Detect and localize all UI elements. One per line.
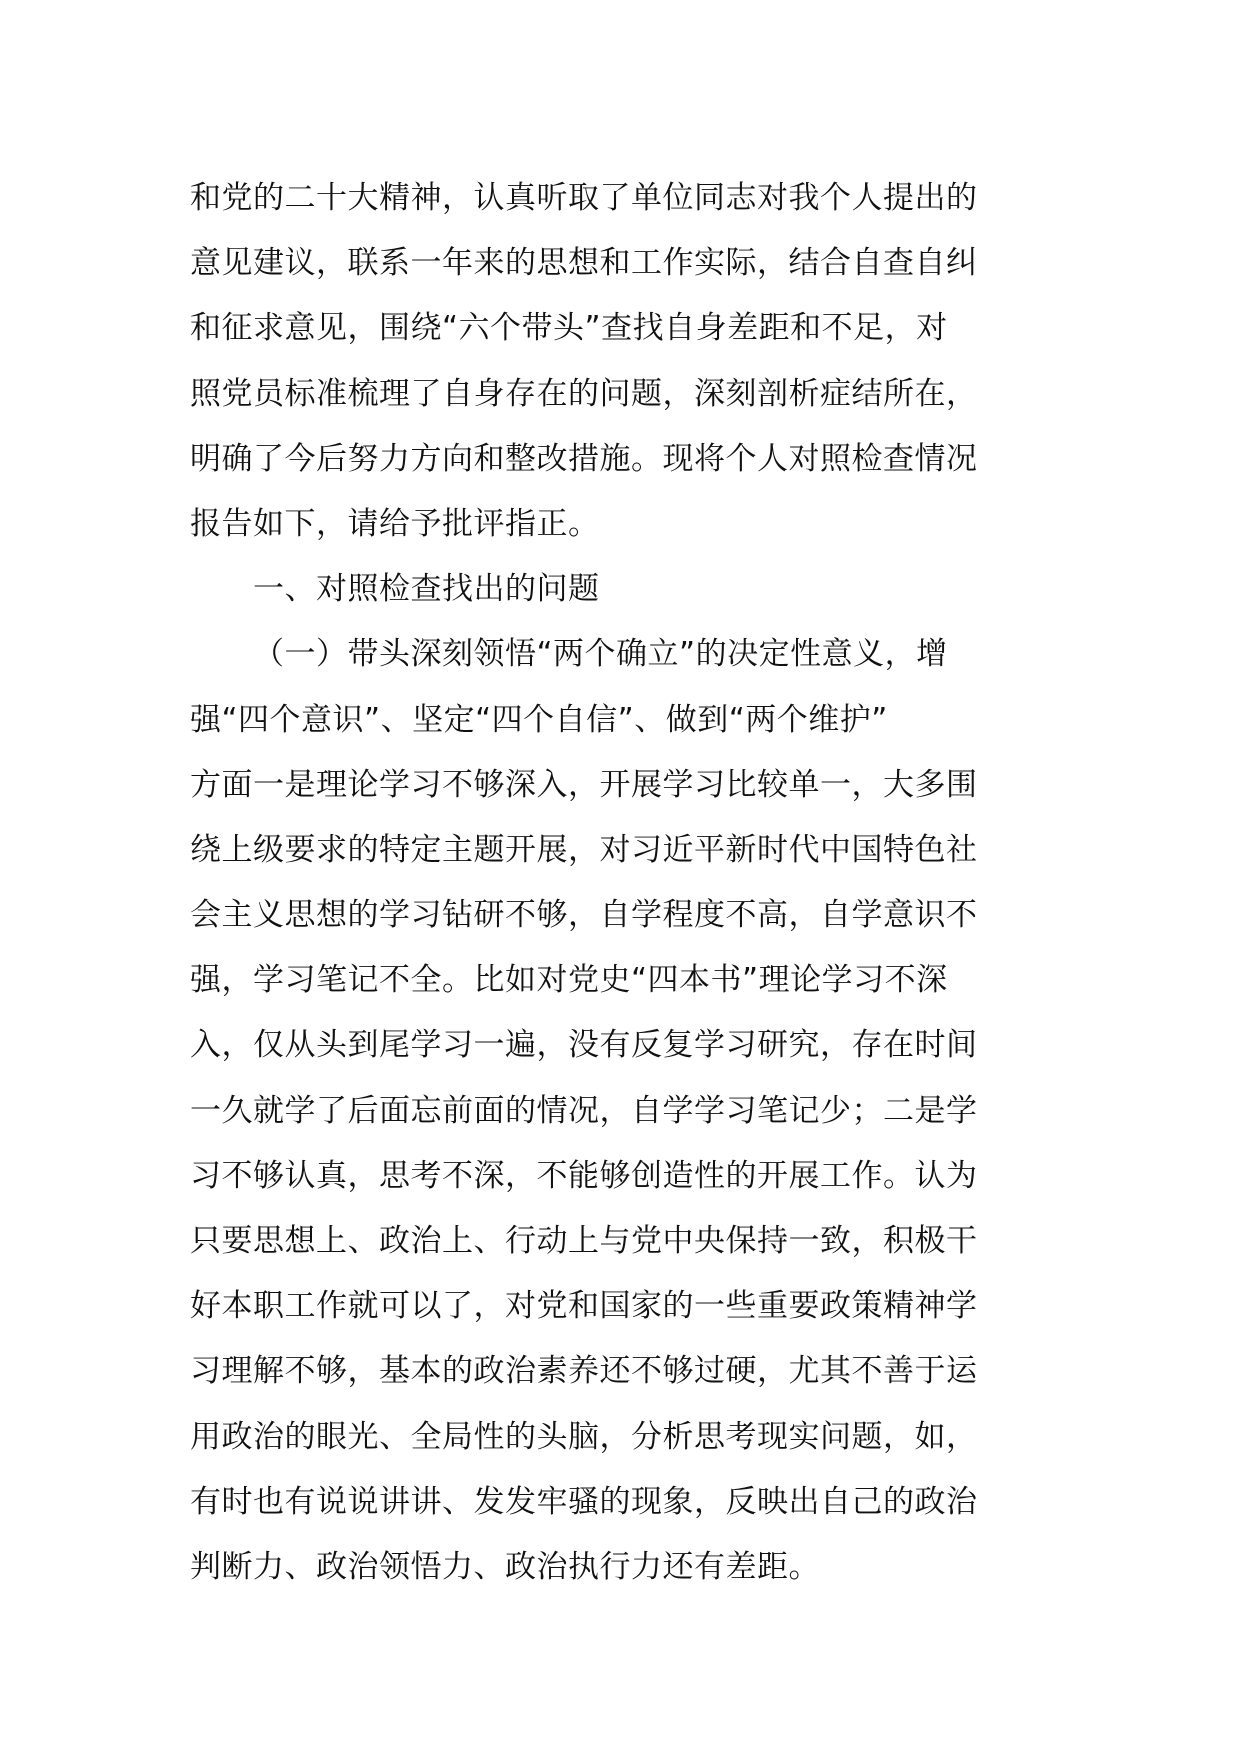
- text-line: 强“四个意识”、坚定“四个自信”、做到“两个维护”: [190, 701, 888, 738]
- body-text: [190, 166, 1060, 1600]
- text-line: 报告如下，请给予批评指正。: [190, 505, 600, 542]
- text-line: 会主义思想的学习钻研不够，自学程度不高，自学意识不: [190, 897, 978, 934]
- text-line: 强，学习笔记不全。比如对党史“四本书”理论学习不深: [190, 962, 948, 999]
- text-line: 只要思想上、政治上、行动上与党中央保持一致，积极干: [190, 1223, 978, 1259]
- text-line: 有时也有说说讲讲、发发牢骚的现象，反映出自己的政治: [190, 1483, 978, 1520]
- section-heading: 一、对照检查找出的问题: [253, 571, 600, 608]
- text-line: 判断力、政治领悟力、政治执行力还有差距。: [190, 1548, 820, 1585]
- text-line: 照党员标准梳理了自身存在的问题，深刻剖析症结所在，: [190, 375, 978, 412]
- text-line: 好本职工作就可以了，对党和国家的一些重要政策精神学: [190, 1288, 978, 1325]
- text-line: 明确了今后努力方向和整改措施。现将个人对照检查情况: [190, 440, 978, 477]
- text-line: 习理解不够，基本的政治素养还不够过硬，尤其不善于运: [190, 1353, 978, 1390]
- text-line: 入，仅从头到尾学习一遍，没有反复学习研究，存在时间: [190, 1027, 978, 1064]
- text-line: 一久就学了后面忘前面的情况，自学学习笔记少；二是学: [190, 1092, 978, 1129]
- text-line: 用政治的眼光、全局性的头脑，分析思考现实问题，如，: [190, 1418, 978, 1455]
- text-line: 绕上级要求的特定主题开展，对习近平新时代中国特色社: [190, 831, 978, 868]
- text-line: 和征求意见，围绕“六个带头”查找自身差距和不足，对: [190, 310, 948, 347]
- text-line: 习不够认真，思考不深，不能够创造性的开展工作。认为: [190, 1157, 978, 1194]
- text-line: 和党的二十大精神，认真听取了单位同志对我个人提出的: [190, 180, 978, 216]
- text-line: 方面一是理论学习不够深入，开展学习比较单一，大多围: [190, 766, 978, 803]
- text-line: 意见建议，联系一年来的思想和工作实际，结合自查自纠: [190, 245, 978, 282]
- subsection-heading: （一）带头深刻领悟“两个确立”的决定性意义，增: [253, 636, 948, 673]
